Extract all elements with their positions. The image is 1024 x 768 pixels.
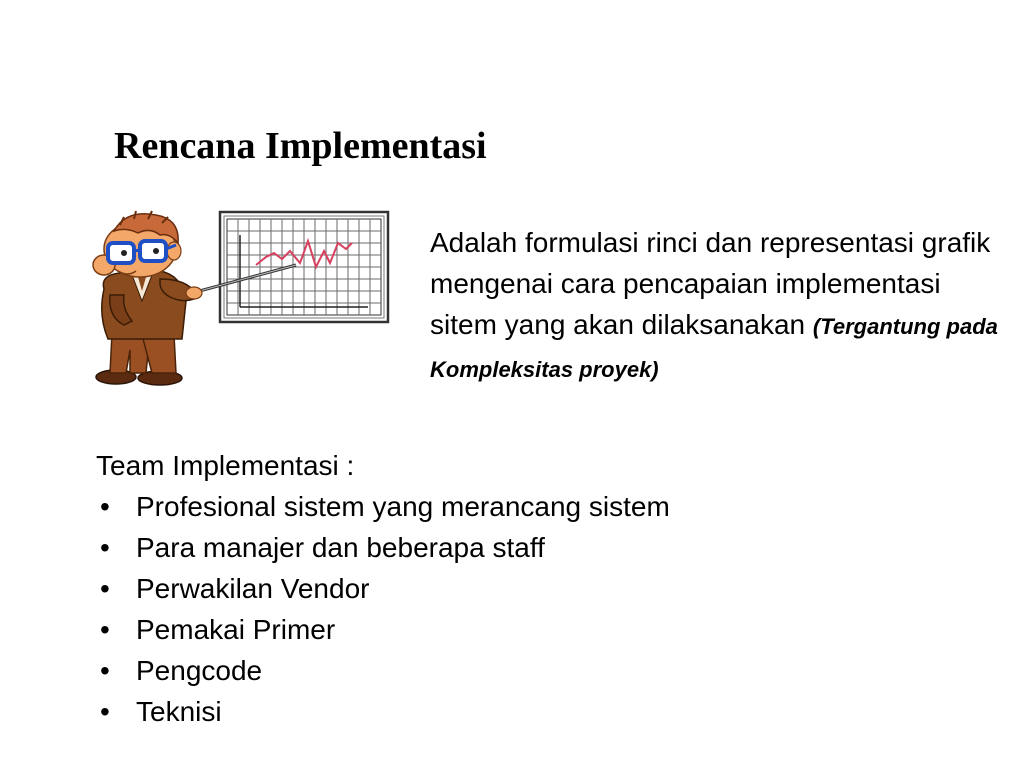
team-list-item <box>96 486 996 527</box>
definition-paragraph <box>430 222 1000 390</box>
team-item-label: Pengcode <box>136 655 263 686</box>
bullet-icon: • <box>100 491 110 522</box>
bullet-icon: • <box>100 573 110 604</box>
presenter-chart-clipart <box>90 205 395 390</box>
team-list-item <box>96 527 996 568</box>
team-item-label: Para manajer dan beberapa staff <box>136 532 545 563</box>
definition-text: Adalah formulasi rinci dan representasi grafik mengenai cara pencapaian implementasi sitem yang akan dilaksanakan <box>430 227 991 340</box>
team-list-item <box>96 609 996 650</box>
bullet-icon: • <box>100 614 110 645</box>
team-item-label: Perwakilan Vendor <box>136 573 370 604</box>
definition-note: (Tergantung pada Kompleksitas proyek) <box>430 314 998 382</box>
team-item-label: Pemakai Primer <box>136 614 336 645</box>
bullet-icon: • <box>100 532 110 563</box>
bullet-icon: • <box>100 696 110 727</box>
team-heading: Team Implementasi : <box>96 450 355 481</box>
chart-board-icon <box>220 212 388 322</box>
team-list-item <box>96 568 996 609</box>
team-list <box>96 486 996 732</box>
team-section <box>96 445 996 732</box>
team-item-label: Profesional sistem yang merancang sistem <box>136 491 670 522</box>
bullet-icon: • <box>100 655 110 686</box>
team-list-item <box>96 650 996 691</box>
team-list-item <box>96 691 996 732</box>
presenter-icon <box>93 211 202 385</box>
team-item-label: Teknisi <box>136 696 222 727</box>
slide-title: Rencana Implementasi <box>114 125 487 167</box>
